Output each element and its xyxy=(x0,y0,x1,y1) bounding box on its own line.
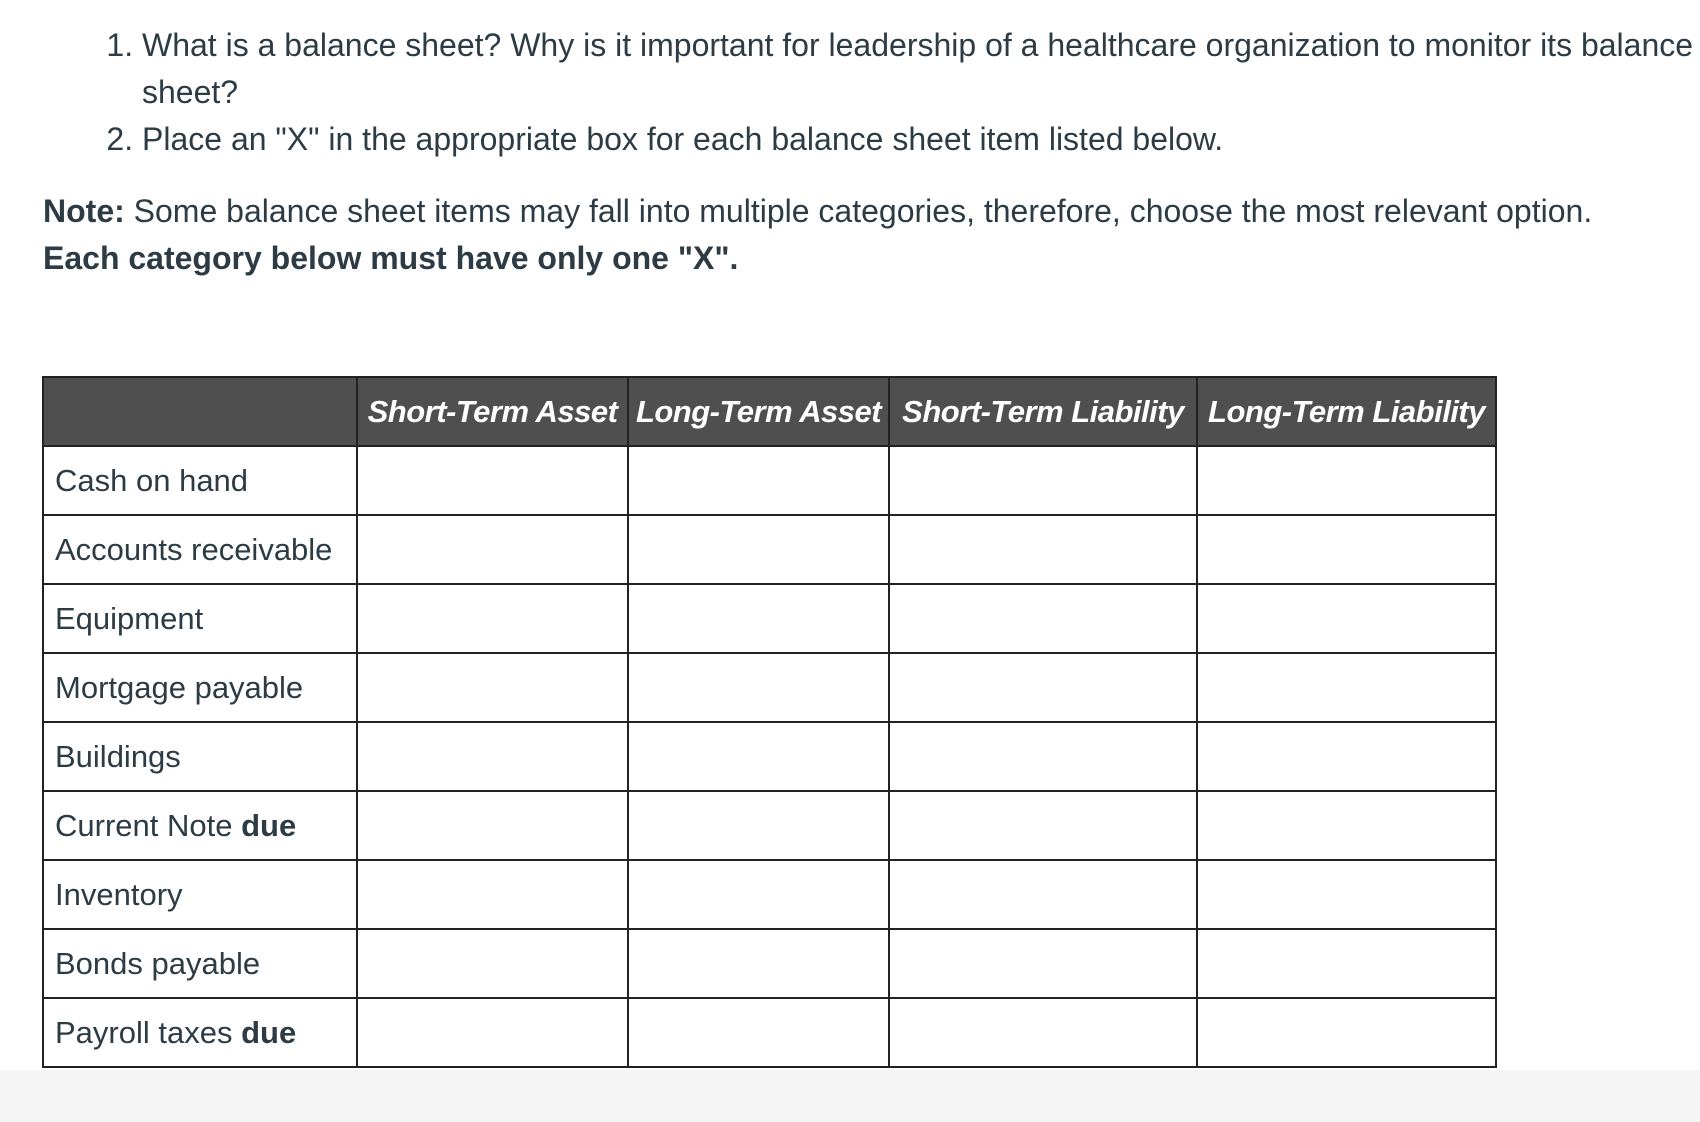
row-label xyxy=(43,929,357,998)
row-label-text: Cash on hand xyxy=(55,462,249,498)
answer-cell-long-term-liability[interactable] xyxy=(1197,653,1496,722)
answer-cell-value[interactable] xyxy=(629,447,888,514)
answer-cell-value[interactable] xyxy=(358,447,627,514)
answer-cell-short-term-asset[interactable] xyxy=(357,860,628,929)
balance-sheet-table xyxy=(42,376,1497,1068)
answer-cell-short-term-asset[interactable] xyxy=(357,929,628,998)
row-label-text: Equipment xyxy=(55,600,204,636)
header-short-term-liability: Short-Term Liability xyxy=(889,377,1197,446)
answer-cell-long-term-liability[interactable] xyxy=(1197,860,1496,929)
answer-cell-value[interactable] xyxy=(358,654,627,721)
header-short-term-asset: Short-Term Asset xyxy=(357,377,628,446)
answer-cell-short-term-asset[interactable] xyxy=(357,791,628,860)
table-row xyxy=(43,515,1496,584)
answer-cell-long-term-asset[interactable] xyxy=(628,722,889,791)
row-label xyxy=(43,998,357,1067)
answer-cell-long-term-asset[interactable] xyxy=(628,515,889,584)
answer-cell-long-term-asset[interactable] xyxy=(628,584,889,653)
answer-cell-short-term-liability[interactable] xyxy=(889,584,1197,653)
answer-cell-value[interactable] xyxy=(890,723,1196,790)
answer-cell-long-term-asset[interactable] xyxy=(628,446,889,515)
answer-cell-long-term-liability[interactable] xyxy=(1197,446,1496,515)
row-label xyxy=(43,791,357,860)
table-row xyxy=(43,998,1496,1067)
answer-cell-value[interactable] xyxy=(890,654,1196,721)
answer-cell-value[interactable] xyxy=(629,654,888,721)
note-label: Note: xyxy=(43,193,125,229)
answer-cell-short-term-asset[interactable] xyxy=(357,515,628,584)
answer-cell-long-term-asset[interactable] xyxy=(628,998,889,1067)
table-row xyxy=(43,791,1496,860)
answer-cell-short-term-liability[interactable] xyxy=(889,722,1197,791)
answer-cell-short-term-liability[interactable] xyxy=(889,446,1197,515)
row-label xyxy=(43,722,357,791)
answer-cell-value[interactable] xyxy=(358,861,627,928)
instruction-note xyxy=(43,188,1643,282)
answer-cell-short-term-asset[interactable] xyxy=(357,653,628,722)
row-label xyxy=(43,515,357,584)
row-label xyxy=(43,653,357,722)
header-long-term-asset: Long-Term Asset xyxy=(628,377,889,446)
answer-cell-short-term-liability[interactable] xyxy=(889,515,1197,584)
row-label-text: Mortgage payable xyxy=(55,669,304,705)
row-label-text: Payroll taxes xyxy=(55,1014,242,1050)
row-label-emphasis: due xyxy=(241,1014,297,1050)
answer-cell-value[interactable] xyxy=(358,792,627,859)
answer-cell-value[interactable] xyxy=(890,999,1196,1066)
row-label-text: Inventory xyxy=(55,876,183,912)
answer-cell-value[interactable] xyxy=(1198,861,1495,928)
answer-cell-short-term-liability[interactable] xyxy=(889,791,1197,860)
answer-cell-value[interactable] xyxy=(1198,447,1495,514)
answer-cell-value[interactable] xyxy=(629,585,888,652)
answer-cell-long-term-liability[interactable] xyxy=(1197,584,1496,653)
answer-cell-value[interactable] xyxy=(1198,585,1495,652)
answer-cell-short-term-asset[interactable] xyxy=(357,722,628,791)
row-label-text: Bonds payable xyxy=(55,945,261,981)
table-row xyxy=(43,584,1496,653)
answer-cell-value[interactable] xyxy=(1198,516,1495,583)
answer-cell-long-term-asset[interactable] xyxy=(628,653,889,722)
table-row xyxy=(43,722,1496,791)
table-row xyxy=(43,929,1496,998)
answer-cell-value[interactable] xyxy=(1198,654,1495,721)
answer-cell-value[interactable] xyxy=(629,516,888,583)
row-label xyxy=(43,860,357,929)
note-emphasis: Each category below must have only one "X". xyxy=(43,240,739,276)
answer-cell-long-term-asset[interactable] xyxy=(628,929,889,998)
question-2: 2. Place an "X" in the appropriate box for each balance sheet item listed below. xyxy=(142,116,1700,163)
answer-cell-value[interactable] xyxy=(629,999,888,1066)
table-body xyxy=(43,446,1496,1067)
answer-cell-value[interactable] xyxy=(890,930,1196,997)
answer-cell-short-term-asset[interactable] xyxy=(357,584,628,653)
row-label xyxy=(43,584,357,653)
row-label-text: Buildings xyxy=(55,738,181,774)
answer-cell-value[interactable] xyxy=(629,723,888,790)
answer-cell-value[interactable] xyxy=(1198,792,1495,859)
answer-cell-value[interactable] xyxy=(629,861,888,928)
row-label-text: Current Note xyxy=(55,807,242,843)
answer-cell-short-term-asset[interactable] xyxy=(357,446,628,515)
answer-cell-value[interactable] xyxy=(358,999,627,1066)
answer-cell-value[interactable] xyxy=(890,516,1196,583)
answer-cell-value[interactable] xyxy=(890,447,1196,514)
row-label xyxy=(43,446,357,515)
answer-cell-value[interactable] xyxy=(358,930,627,997)
answer-cell-value[interactable] xyxy=(629,930,888,997)
header-corner xyxy=(43,377,357,446)
answer-cell-long-term-liability[interactable] xyxy=(1197,722,1496,791)
row-label-text: Accounts receivable xyxy=(55,531,333,567)
answer-cell-short-term-liability[interactable] xyxy=(889,929,1197,998)
page-footer-band xyxy=(0,1070,1700,1122)
answer-cell-value[interactable] xyxy=(890,792,1196,859)
answer-cell-long-term-liability[interactable] xyxy=(1197,929,1496,998)
answer-cell-value[interactable] xyxy=(890,585,1196,652)
note-text: Some balance sheet items may fall into multiple categories, therefore, choose the most relevant option. xyxy=(124,193,1593,229)
answer-cell-value[interactable] xyxy=(358,723,627,790)
question-1: 1. What is a balance sheet? Why is it important for leadership of a healthcare organization to monitor its balance sheet? xyxy=(142,22,1700,116)
answer-cell-short-term-liability[interactable] xyxy=(889,998,1197,1067)
table-row xyxy=(43,860,1496,929)
answer-cell-value[interactable] xyxy=(1198,999,1495,1066)
answer-cell-value[interactable] xyxy=(629,792,888,859)
table-row xyxy=(43,446,1496,515)
header-long-term-liability: Long-Term Liability xyxy=(1197,377,1496,446)
answer-cell-value[interactable] xyxy=(1198,930,1495,997)
table-header-row xyxy=(43,377,1496,446)
answer-cell-value[interactable] xyxy=(358,516,627,583)
question-list xyxy=(88,22,1700,163)
row-label-emphasis: due xyxy=(241,807,297,843)
answer-cell-value[interactable] xyxy=(890,861,1196,928)
answer-cell-value[interactable] xyxy=(1198,723,1495,790)
answer-cell-long-term-liability[interactable] xyxy=(1197,998,1496,1067)
table-row xyxy=(43,653,1496,722)
answer-cell-long-term-asset[interactable] xyxy=(628,791,889,860)
answer-cell-long-term-asset[interactable] xyxy=(628,860,889,929)
answer-cell-short-term-liability[interactable] xyxy=(889,860,1197,929)
answer-cell-value[interactable] xyxy=(358,585,627,652)
answer-cell-long-term-liability[interactable] xyxy=(1197,791,1496,860)
answer-cell-short-term-asset[interactable] xyxy=(357,998,628,1067)
answer-cell-short-term-liability[interactable] xyxy=(889,653,1197,722)
answer-cell-long-term-liability[interactable] xyxy=(1197,515,1496,584)
